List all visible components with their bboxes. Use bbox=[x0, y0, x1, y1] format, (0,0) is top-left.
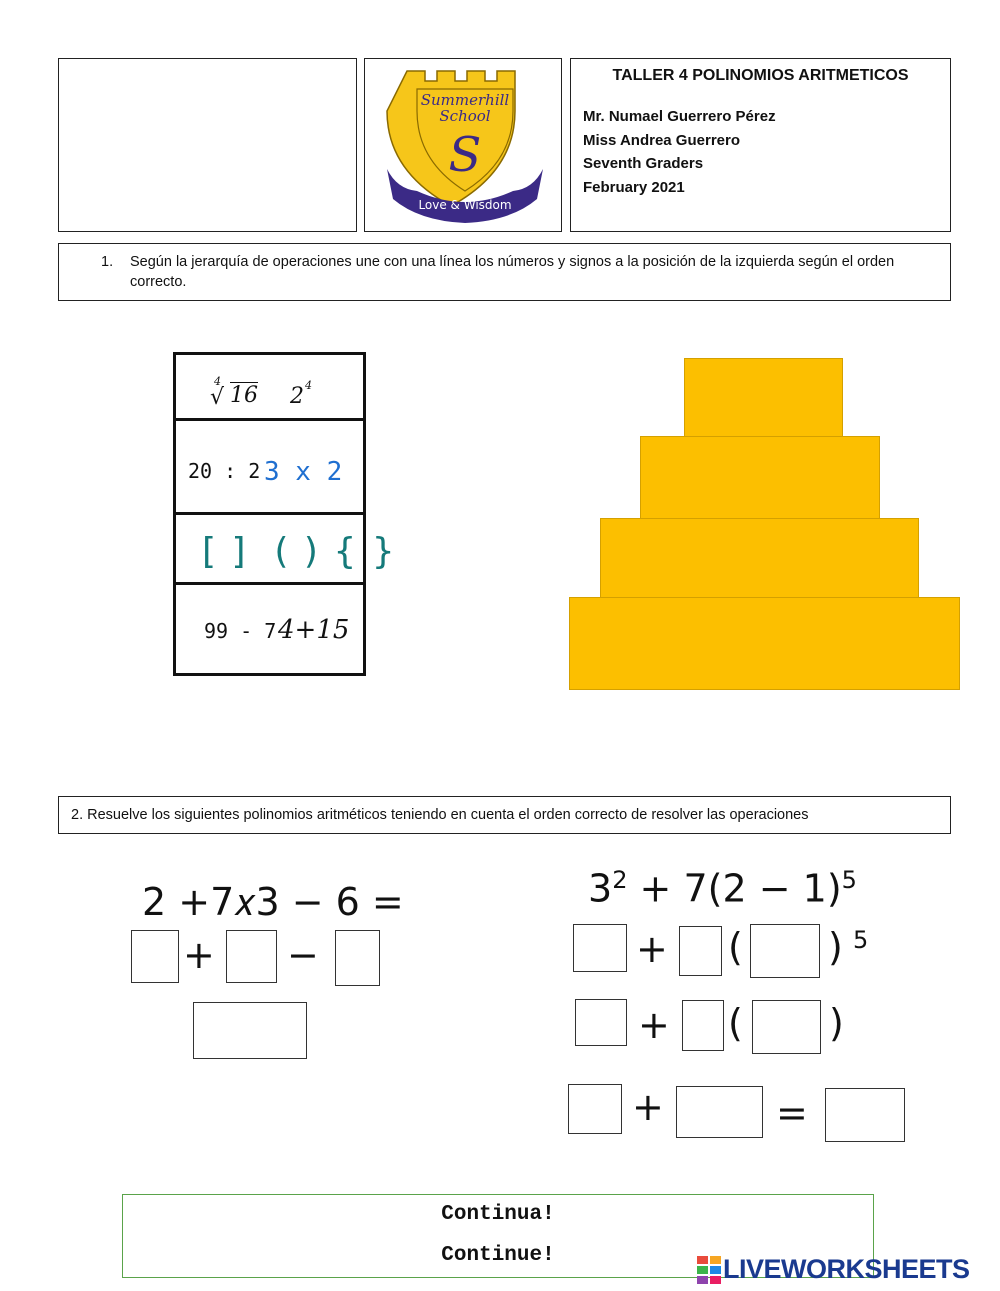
expr2-exp: 2 bbox=[612, 866, 628, 894]
addition-expr: 4+15 bbox=[278, 615, 350, 645]
grade: Seventh Graders bbox=[583, 155, 704, 172]
answer-box-3c[interactable] bbox=[752, 1000, 821, 1054]
equals-sign: = bbox=[776, 1091, 808, 1135]
header-logo-box bbox=[364, 58, 562, 232]
teacher-1: Mr. Numael Guerrero Pérez bbox=[583, 108, 776, 125]
brand-text: LIVEWORKSHEETS bbox=[723, 1254, 970, 1284]
q1-number: 1. bbox=[101, 254, 114, 270]
subtraction-expr: 99 - 7 bbox=[204, 619, 277, 643]
division-expr: 20 : 2 bbox=[188, 459, 261, 483]
answer-box-4a[interactable] bbox=[568, 1084, 622, 1134]
answer-box-4-result[interactable] bbox=[825, 1088, 905, 1142]
pyramid-level-3[interactable] bbox=[600, 518, 919, 599]
expr2-rest: + 7(2 − 1) bbox=[627, 866, 842, 911]
operations-table bbox=[173, 352, 397, 676]
q1-instruction-box bbox=[58, 243, 951, 301]
rparen-3: ) bbox=[829, 1001, 844, 1045]
teacher-2: Miss Andrea Guerrero bbox=[583, 131, 740, 149]
plus-sign-1: + bbox=[183, 933, 215, 977]
logo-name: Summerhill bbox=[420, 91, 510, 109]
multiplication-expr: 3 x 2 bbox=[264, 457, 343, 487]
exponent-5: 5 bbox=[853, 926, 869, 954]
answer-box-1b[interactable] bbox=[226, 930, 277, 983]
header-empty-box bbox=[58, 58, 357, 232]
cell-grouping bbox=[176, 512, 397, 582]
lparen-3: ( bbox=[728, 1001, 743, 1045]
plus-sign-4: + bbox=[632, 1085, 664, 1129]
expr2-base: 3 bbox=[588, 866, 613, 911]
answer-box-2b[interactable] bbox=[679, 926, 722, 976]
minus-sign-1: − bbox=[287, 933, 319, 977]
school-logo bbox=[365, 59, 563, 233]
power-base: 2 bbox=[290, 384, 304, 409]
answer-box-1a[interactable] bbox=[131, 930, 179, 983]
cell-roots-powers: √ 4 16 2 4 bbox=[176, 352, 363, 418]
pyramid-level-1[interactable] bbox=[684, 358, 843, 437]
cell-add-sub bbox=[176, 582, 363, 676]
root-index: 4 bbox=[214, 375, 221, 388]
answer-box-3b[interactable] bbox=[682, 1000, 724, 1051]
q2-instruction: 2. Resuelve los siguientes polinomios aritméticos teniendo en cuenta el orden correcto de resolver las operaciones bbox=[71, 807, 809, 823]
answer-box-1c[interactable] bbox=[335, 930, 380, 986]
plus-sign-3: + bbox=[638, 1003, 670, 1047]
continue-es-button[interactable]: Continua! bbox=[441, 1203, 555, 1226]
logo-motto: Love & Wisdom bbox=[418, 198, 512, 212]
answer-box-4b[interactable] bbox=[676, 1086, 763, 1138]
grouping-symbols: [ ] ( ) { } bbox=[202, 531, 397, 572]
worksheet-title: TALLER 4 POLINOMIOS ARITMETICOS bbox=[612, 67, 909, 84]
liveworksheets-logo-icon bbox=[697, 1256, 721, 1284]
root-radicand: 16 bbox=[230, 383, 258, 408]
q1-instruction: Según la jerarquía de operaciones une con una línea los números y signos a la posición de la izquierda según el orden correcto. bbox=[130, 254, 895, 290]
q2-instruction-box bbox=[58, 796, 951, 834]
answer-box-3a[interactable] bbox=[575, 999, 627, 1046]
answer-box-2a[interactable] bbox=[573, 924, 627, 972]
svg-text:S: S bbox=[448, 127, 482, 183]
answer-box-1-result[interactable] bbox=[193, 1002, 307, 1059]
pyramid-level-4[interactable] bbox=[569, 597, 960, 690]
expression-2 bbox=[588, 866, 857, 911]
continue-en-button[interactable]: Continue! bbox=[441, 1244, 555, 1267]
expression-1: 2 +7𝑥3 − 6 = bbox=[142, 880, 404, 924]
expr2-exp2: 5 bbox=[841, 866, 857, 894]
answer-box-2c[interactable] bbox=[750, 924, 820, 978]
date: February 2021 bbox=[583, 178, 685, 196]
plus-sign-2: + bbox=[636, 927, 668, 971]
logo-name2: School bbox=[439, 107, 491, 125]
power-exponent: 4 bbox=[305, 379, 312, 392]
lparen-2: ( bbox=[728, 925, 743, 969]
header-info-box bbox=[570, 58, 951, 232]
cell-mult-div bbox=[176, 418, 363, 512]
pyramid-level-2[interactable] bbox=[640, 436, 880, 519]
rparen-2: ) bbox=[828, 925, 843, 969]
